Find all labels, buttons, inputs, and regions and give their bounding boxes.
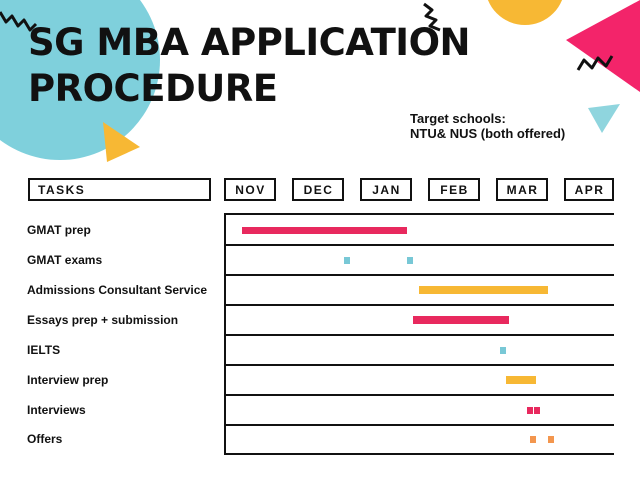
tasks-header: TASKS: [28, 178, 211, 201]
gantt-bar-offers-1: [530, 436, 536, 443]
grid-line-row-4: [224, 334, 614, 336]
gantt-bar-offers-2: [548, 436, 554, 443]
gantt-bar-ielts-1: [500, 347, 506, 354]
target-schools-label: Target schools:: [410, 111, 506, 126]
page-title: [28, 20, 548, 112]
month-header-mar: MAR: [496, 178, 548, 201]
task-label-interview-prep: Interview prep: [27, 373, 109, 387]
grid-line-row-6: [224, 394, 614, 396]
gantt-bar-interviews-2: [534, 407, 540, 414]
grid-line-row-3: [224, 304, 614, 306]
task-label-essays: Essays prep + submission: [27, 313, 179, 327]
task-label-admissions-consultant: Admissions Consultant Service: [27, 283, 208, 297]
title-line-1: SG MBA APPLICATION: [28, 21, 470, 64]
pink-triangle-decoration: [566, 0, 640, 92]
gantt-bar-gmat-exams-1: [344, 257, 350, 264]
grid-line-row-7: [224, 424, 614, 426]
task-label-gmat-prep: GMAT prep: [27, 223, 91, 237]
month-header-dec: DEC: [292, 178, 344, 201]
gantt-bar-interviews-1: [527, 407, 533, 414]
grid-line-row-2: [224, 274, 614, 276]
grid-line-row-1: [224, 244, 614, 246]
month-header-feb: FEB: [428, 178, 480, 201]
gantt-bar-admissions-consultant-service-1: [419, 286, 548, 294]
grid-line-top: [224, 213, 614, 215]
task-label-ielts: IELTS: [27, 343, 61, 357]
month-header-nov: NOV: [224, 178, 276, 201]
target-schools-note: [410, 111, 565, 141]
grid-line-bottom: [224, 453, 614, 455]
task-label-gmat-exams: GMAT exams: [27, 253, 103, 267]
month-header-apr: APR: [564, 178, 614, 201]
gantt-bar-interview-prep-1: [506, 376, 536, 384]
target-schools-value: NTU& NUS (both offered): [410, 126, 566, 141]
task-label-offers: Offers: [27, 432, 63, 446]
light-blue-triangle-decoration: [588, 104, 620, 133]
gantt-bar-gmat-prep-1: [242, 227, 407, 234]
task-label-interviews: Interviews: [27, 403, 86, 417]
gantt-bar-essays-prep-submission-1: [413, 316, 509, 324]
grid-line-row-5: [224, 364, 614, 366]
gantt-bar-gmat-exams-2: [407, 257, 413, 264]
title-line-2: PROCEDURE: [28, 67, 278, 110]
month-header-jan: JAN: [360, 178, 412, 201]
